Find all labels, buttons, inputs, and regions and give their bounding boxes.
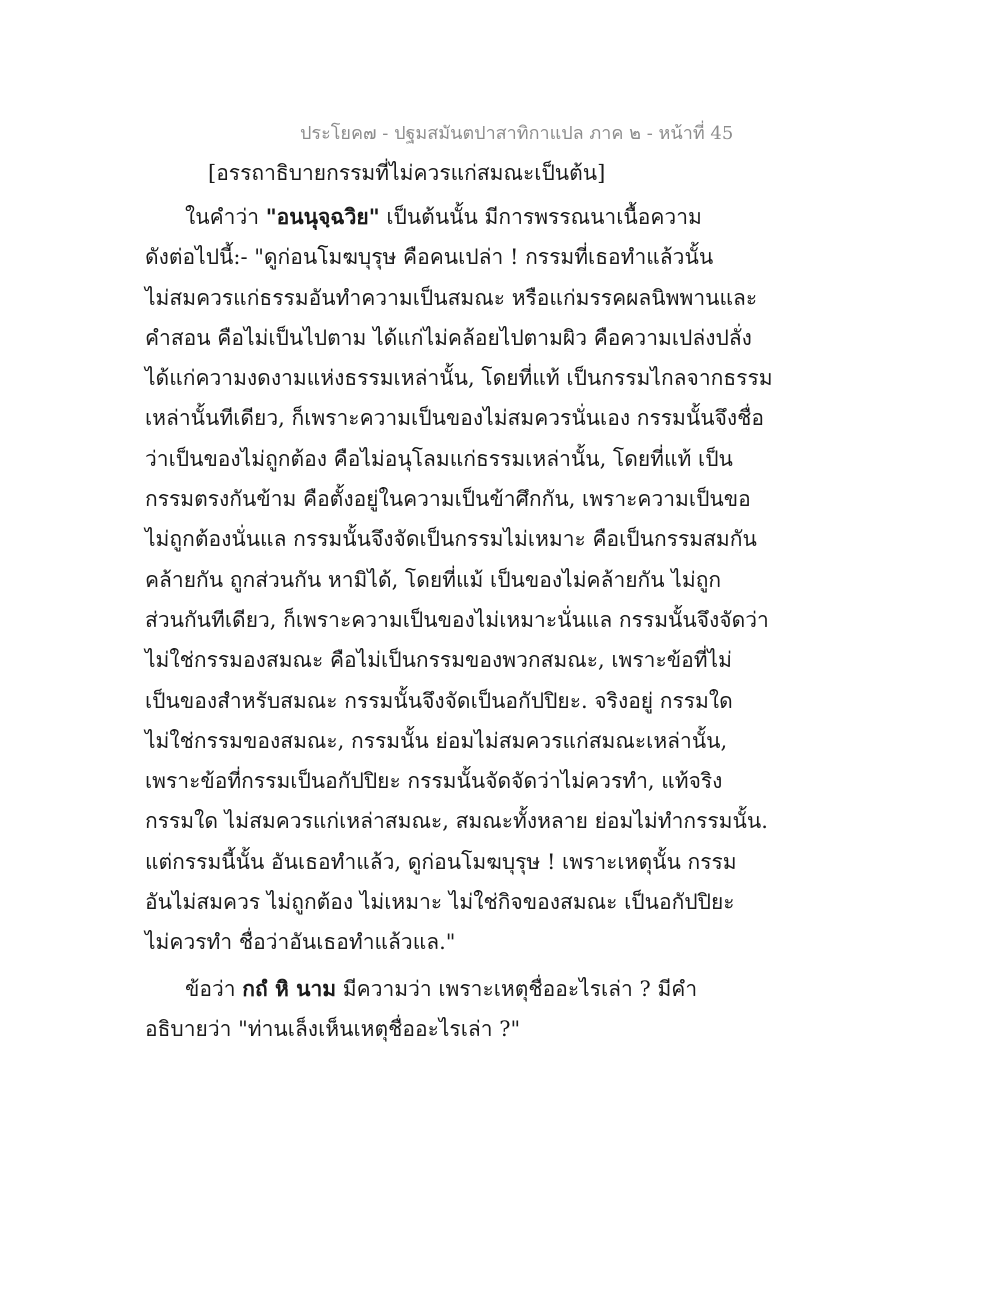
paragraph-2-line: อธิบายว่า "ท่านเล็งเห็นเหตุชื่ออะไรเล่า ?" bbox=[145, 1016, 521, 1041]
paragraph-2-line-1 bbox=[145, 969, 845, 1009]
paragraph-1-line: ไม่ใช่กรรมองสมณะ คือไม่เป็นกรรมของพวกสมณะ, เพราะข้อที่ไม่ bbox=[145, 648, 732, 673]
body-text bbox=[145, 197, 845, 1049]
paragraph-1-lead-rest: เป็นต้นนั้น มีการพรรณนาเนื้อความ bbox=[379, 205, 702, 229]
paragraph-1-line: คล้ายกัน ถูกส่วนกัน หามิได้, โดยที่แม้ เป็นของไม่คล้ายกัน ไม่ถูก bbox=[145, 567, 722, 592]
paragraph-1-line: กรรมใด ไม่สมควรแก่เหล่าสมณะ, สมณะทั้งหลาย ย่อมไม่ทำกรรมนั้น. bbox=[145, 809, 768, 834]
paragraph-1-line: คำสอน คือไม่เป็นไปตาม ได้แก่ไม่คล้อยไปตามผิว คือความเปล่งปลั่ง bbox=[145, 325, 752, 350]
paragraph-1-line: ดังต่อไปนี้:- "ดูก่อนโมฆบุรุษ คือคนเปล่า ! กรรมที่เธอทำแล้วนั้น bbox=[145, 245, 714, 270]
paragraph-1-line: กรรมตรงกันข้าม คือตั้งอยู่ในความเป็นข้าศึกกัน, เพราะความเป็นขอ bbox=[145, 487, 751, 512]
paragraph-1-line: ว่าเป็นของไม่ถูกต้อง คือไม่อนุโลมแก่ธรรมเหล่านั้น, โดยที่แท้ เป็น bbox=[145, 446, 733, 471]
paragraph-1-line: ได้แก่ความงดงามแห่งธรรมเหล่านั้น, โดยที่แท้ เป็นกรรมไกลจากธรรม bbox=[145, 366, 773, 391]
paragraph-1-line: เหล่านั้นทีเดียว, ก็เพราะความเป็นของไม่สมควรนั่นเอง กรรมนั้นจึงชื่อ bbox=[145, 406, 765, 431]
paragraph-1-line-1 bbox=[145, 197, 845, 237]
paragraph-2-lead: ข้อว่า bbox=[185, 976, 243, 1001]
paragraph-1-line: เพราะข้อที่กรรมเป็นอกัปปิยะ กรรมนั้นจัดจัดว่าไม่ควรทำ, แท้จริง bbox=[145, 769, 723, 794]
paragraph-1-line: เป็นของสำหรับสมณะ กรรมนั้นจึงจัดเป็นอกัปปิยะ. จริงอยู่ กรรมใด bbox=[145, 688, 733, 713]
running-head: ประโยค๗ - ปฐมสมันตปาสาทิกาแปล ภาค ๒ - หน้าที่ 45 bbox=[300, 123, 734, 144]
pali-term-anunucchaviya: "อนนุจฺฉวิย" bbox=[265, 204, 380, 229]
paragraph-1-line: ไม่สมควรแก่ธรรมอันทำความเป็นสมณะ หรือแก่มรรคผลนิพพานและ bbox=[145, 285, 758, 310]
paragraph-1-line: ไม่ใช่กรรมของสมณะ, กรรมนั้น ย่อมไม่สมควรแก่สมณะเหล่านั้น, bbox=[145, 728, 728, 753]
paragraph-1-line: ไม่ถูกต้องนั่นแล กรรมนั้นจึงจัดเป็นกรรมไม่เหมาะ คือเป็นกรรมสมกัน bbox=[145, 527, 757, 552]
paragraph-1-line: อันไม่สมควร ไม่ถูกต้อง ไม่เหมาะ ไม่ใช่กิจของสมณะ เป็นอกัปปิยะ bbox=[145, 890, 735, 915]
paragraph-1-lead: ในคำว่า bbox=[185, 205, 266, 229]
pali-term-katham-hi-nama: กถํ หิ นาม bbox=[242, 975, 337, 1001]
paragraph-1-line: ส่วนกันทีเดียว, ก็เพราะความเป็นของไม่เหมาะนั่นแล กรรมนั้นจึงจัดว่า bbox=[145, 607, 769, 632]
section-heading: [อรรถาธิบายกรรมที่ไม่ควรแก่สมณะเป็นต้น] bbox=[208, 161, 606, 185]
paragraph-2-lead-rest: มีความว่า เพราะเหตุชื่ออะไรเล่า ? มีคำ bbox=[336, 976, 698, 1001]
paragraph-1-line: ไม่ควรทำ ชื่อว่าอันเธอทำแล้วแล." bbox=[145, 930, 456, 955]
paragraph-1-line: แต่กรรมนี้นั้น อันเธอทำแล้ว, ดูก่อนโมฆบุรุษ ! เพราะเหตุนั้น กรรม bbox=[145, 849, 737, 874]
